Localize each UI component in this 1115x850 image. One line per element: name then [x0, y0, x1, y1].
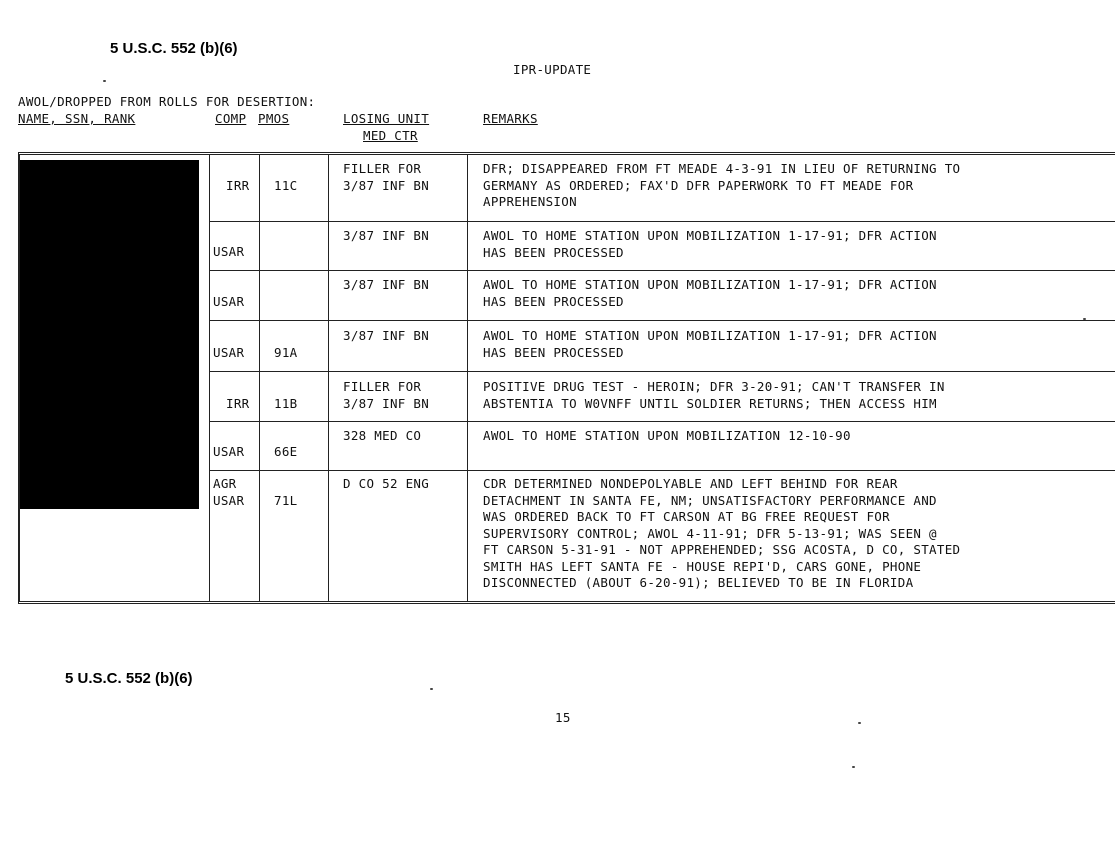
- column-divider: [328, 155, 329, 602]
- report-title: IPR-UPDATE: [513, 62, 592, 77]
- row-comp: IRR: [226, 178, 250, 193]
- row-pmos: 11B: [274, 396, 298, 411]
- column-header-pmos: PMOS: [258, 111, 290, 126]
- scan-speck: [852, 766, 855, 768]
- row-remarks: AWOL TO HOME STATION UPON MOBILIZATION 1-17-91; DFR ACTION HAS BEEN PROCESSED: [483, 228, 937, 260]
- row-remarks: POSITIVE DRUG TEST - HEROIN; DFR 3-20-91; CAN'T TRANSFER IN ABSTENTIA TO W0VNFF UNTIL SOLDIER RETURNS; THEN ACCESS HIM: [483, 379, 945, 411]
- row-divider: [210, 270, 1115, 271]
- row-losing-unit: 3/87 INF BN: [343, 228, 430, 243]
- row-losing-unit: FILLER FOR 3/87 INF BN: [343, 379, 430, 411]
- column-header-remarks: REMARKS: [483, 111, 538, 126]
- exemption-label-bottom: 5 U.S.C. 552 (b)(6): [65, 670, 193, 687]
- scan-speck: [103, 80, 106, 82]
- row-losing-unit: 3/87 INF BN: [343, 328, 430, 343]
- row-pmos: 66E: [274, 444, 298, 459]
- column-divider: [209, 155, 210, 602]
- column-header-comp: COMP: [215, 111, 247, 126]
- row-comp: USAR: [213, 444, 245, 459]
- column-header-name: NAME, SSN, RANK: [18, 111, 136, 126]
- row-remarks: DFR; DISAPPEARED FROM FT MEADE 4-3-91 IN LIEU OF RETURNING TO GERMANY AS ORDERED; FAX'D DFR PAPERWORK TO FT MEADE FOR APPREHENSION: [483, 161, 961, 209]
- row-pmos: 91A: [274, 345, 298, 360]
- row-remarks: AWOL TO HOME STATION UPON MOBILIZATION 1-17-91; DFR ACTION HAS BEEN PROCESSED: [483, 328, 937, 360]
- row-losing-unit: FILLER FOR 3/87 INF BN: [343, 161, 430, 193]
- row-pmos: 71L: [274, 493, 298, 508]
- section-title: AWOL/DROPPED FROM ROLLS FOR DESERTION:: [18, 94, 316, 109]
- row-pmos: 11C: [274, 178, 298, 193]
- scan-speck: [430, 688, 433, 690]
- redaction-block: [20, 160, 199, 509]
- row-comp: IRR: [226, 396, 250, 411]
- scan-speck: [858, 722, 861, 724]
- row-remarks: CDR DETERMINED NONDEPOLYABLE AND LEFT BEHIND FOR REAR DETACHMENT IN SANTA FE, NM; UNSATISFACTORY PERFORMANCE AND WAS ORDERED BACK TO FT CARSON AT BG FREE REQUEST FOR SUPERVISORY CONTROL; AWOL 4-11-91; DFR 5-13-91; WAS SEEN @ FT CARSON 5-31-91 - NOT APPREHENDED; SSG ACOSTA, D CO, STATED SMITH HAS LEFT SANTA FE - HOUSE REPI'D, CARS GONE, PHONE DISCONNECTED (ABOUT 6-20-91); BELIEVED TO BE IN FLORIDA: [483, 476, 961, 590]
- row-losing-unit: 3/87 INF BN: [343, 277, 430, 292]
- row-divider: [210, 221, 1115, 222]
- row-comp: USAR: [213, 244, 245, 259]
- column-divider: [259, 155, 260, 602]
- column-header-med-ctr: MED CTR: [363, 128, 418, 143]
- row-remarks: AWOL TO HOME STATION UPON MOBILIZATION 12-10-90: [483, 428, 851, 443]
- row-divider: [210, 421, 1115, 422]
- column-header-losing-unit: LOSING UNIT: [343, 111, 430, 126]
- row-losing-unit: D CO 52 ENG: [343, 476, 430, 491]
- row-losing-unit: 328 MED CO: [343, 428, 422, 443]
- row-remarks: AWOL TO HOME STATION UPON MOBILIZATION 1-17-91; DFR ACTION HAS BEEN PROCESSED: [483, 277, 937, 309]
- row-divider: [210, 371, 1115, 372]
- row-comp: USAR: [213, 345, 245, 360]
- row-comp: AGR USAR: [213, 476, 245, 508]
- exemption-label-top: 5 U.S.C. 552 (b)(6): [110, 40, 238, 57]
- scan-speck: [1083, 318, 1086, 320]
- row-divider: [210, 320, 1115, 321]
- row-comp: USAR: [213, 294, 245, 309]
- column-divider: [467, 155, 468, 602]
- row-divider: [210, 470, 1115, 471]
- page-number: 15: [555, 710, 571, 725]
